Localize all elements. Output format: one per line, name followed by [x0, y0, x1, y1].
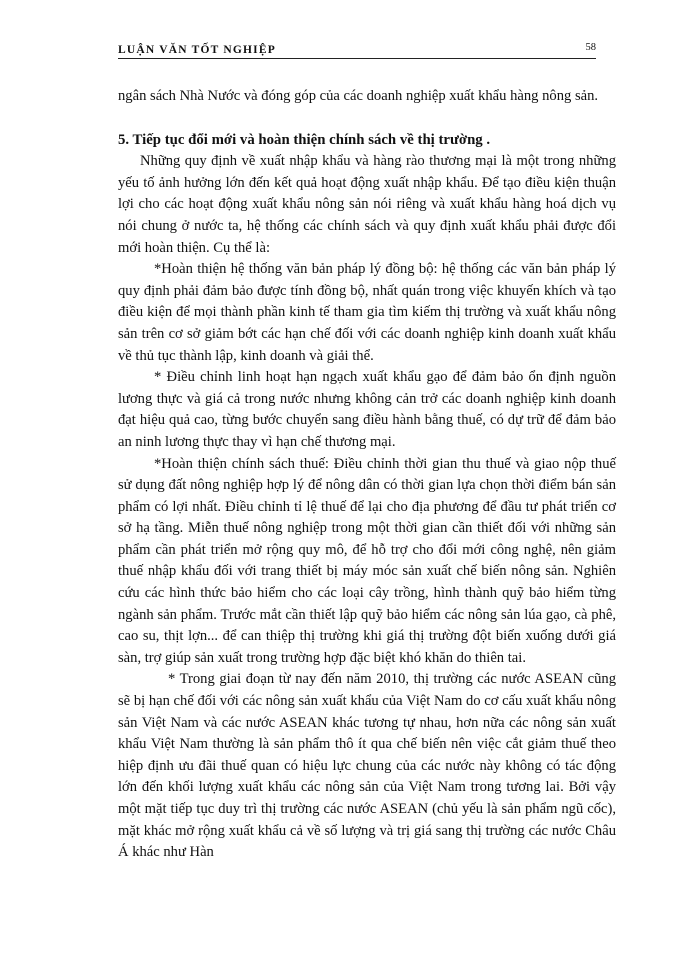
paragraph-asean: * Trong giai đoạn từ nay đến năm 2010, thị trường các nước ASEAN cũng sẽ bị hạn chế đối với các nông sản xuất khẩu của Việt Nam do cơ cấu xuất khẩu nông sản Việt Nam và các nước ASEAN khác tương tự nhau, hơn nữa các nông sản xuất khẩu Việt Nam thường là sản phẩm thô ít qua chế biến nên việc cắt giảm thuế theo hiệp định ưu đãi thuế quan có hiệu lực chung của các nước này không có tác động lớn đến khối lượng xuất khẩu các nông sản của Việt Nam trong tương lai. Bởi vậy một mặt tiếp tục duy trì thị trường các nước ASEAN (chủ yếu là sản phẩm ngũ cốc), mặt khác mở rộng xuất khẩu cả về số lượng và trị giá sang thị trường các nước Châu Á khác như Hàn [118, 671, 616, 861]
paragraph-intro: Những quy định về xuất nhập khẩu và hàng rào thương mại là một trong những yếu tố ảnh hưởng lớn đến kết quả hoạt động xuất nhập khẩu. Để tạo điều kiện thuận lợi cho các hoạt động xuất khẩu nông sản nói riêng và xuất khẩu hàng hoá dịch vụ nói chung ở nước ta, hệ thống các chính sách và quy định xuất khẩu phải được đổi mới hoàn thiện. Cụ thể là: [118, 153, 616, 256]
header-rule [118, 58, 596, 59]
paragraph-continuation: ngân sách Nhà Nước và đóng góp của các doanh nghiệp xuất khẩu hàng nông sản. [118, 88, 599, 104]
paragraph-legal-system: *Hoàn thiện hệ thống văn bản pháp lý đồng bộ: hệ thống các văn bản pháp lý quy định phải đảm bảo được tính đồng bộ, nhất quán trong việc khuyến khích và tạo điều kiện để mọi thành phần kinh tế tham gia tìm kiếm thị trường và xuất khẩu nông sản trên cơ sở giảm bớt các hạn chế đối với các doanh nghiệp kinh doanh xuất khẩu về thủ tục thành lập, kinh doanh và giải thể. [118, 261, 616, 364]
page-number: 58 [585, 42, 596, 53]
page-header [118, 40, 596, 62]
document-body [118, 86, 616, 864]
section-heading: 5. Tiếp tục đổi mới và hoàn thiện chính sách về thị trường . [118, 131, 491, 148]
paragraph-tax-policy: *Hoàn thiện chính sách thuế: Điều chỉnh thời gian thu thuế và giao nộp thuế sử dụng đất nông nghiệp hợp lý để nông dân có thời gian lựa chọn thời điểm bán sản phẩm có lợi nhất. Điều chỉnh tỉ lệ thuế để lại cho địa phương để đầu tư phát triển cơ sở hạ tầng. Miễn thuế nông nghiệp trong một thời gian cần thiết đối với những sản phẩm cần phát triển mở rộng quy mô, để hỗ trợ cho đổi mới công nghệ, nên giảm thuế nhập khẩu đối với trang thiết bị máy móc sản xuất chế biến nông sản. Nghiên cứu các hình thức bảo hiểm cho các loại cây trồng, hình thành quỹ bảo hiểm từng ngành sản phẩm. Trước mắt cần thiết lập quỹ bảo hiểm các nông sản lúa gạo, cà phê, cao su, thịt lợn... để can thiệp thị trường khi giá thị trường đột biến xuống dưới giá sàn, trợ giúp sản xuất trong trường hợp đặc biệt khó khăn do thiên tai. [118, 455, 616, 666]
header-title: LUẬN VĂN TỐT NGHIỆP [118, 44, 276, 56]
paragraph-rice-quota: * Điều chỉnh linh hoạt hạn ngạch xuất khẩu gạo để đảm bảo ổn định nguồn lương thực và giá cả trong nước nhưng không cản trở các doanh nghiệp kinh doanh đạt hiệu quả cao, từng bước chuyển sang điều hành bằng thuế, có dự trữ để đảm bảo an ninh lương thực thay vì hạn chế thương mại. [118, 369, 616, 450]
